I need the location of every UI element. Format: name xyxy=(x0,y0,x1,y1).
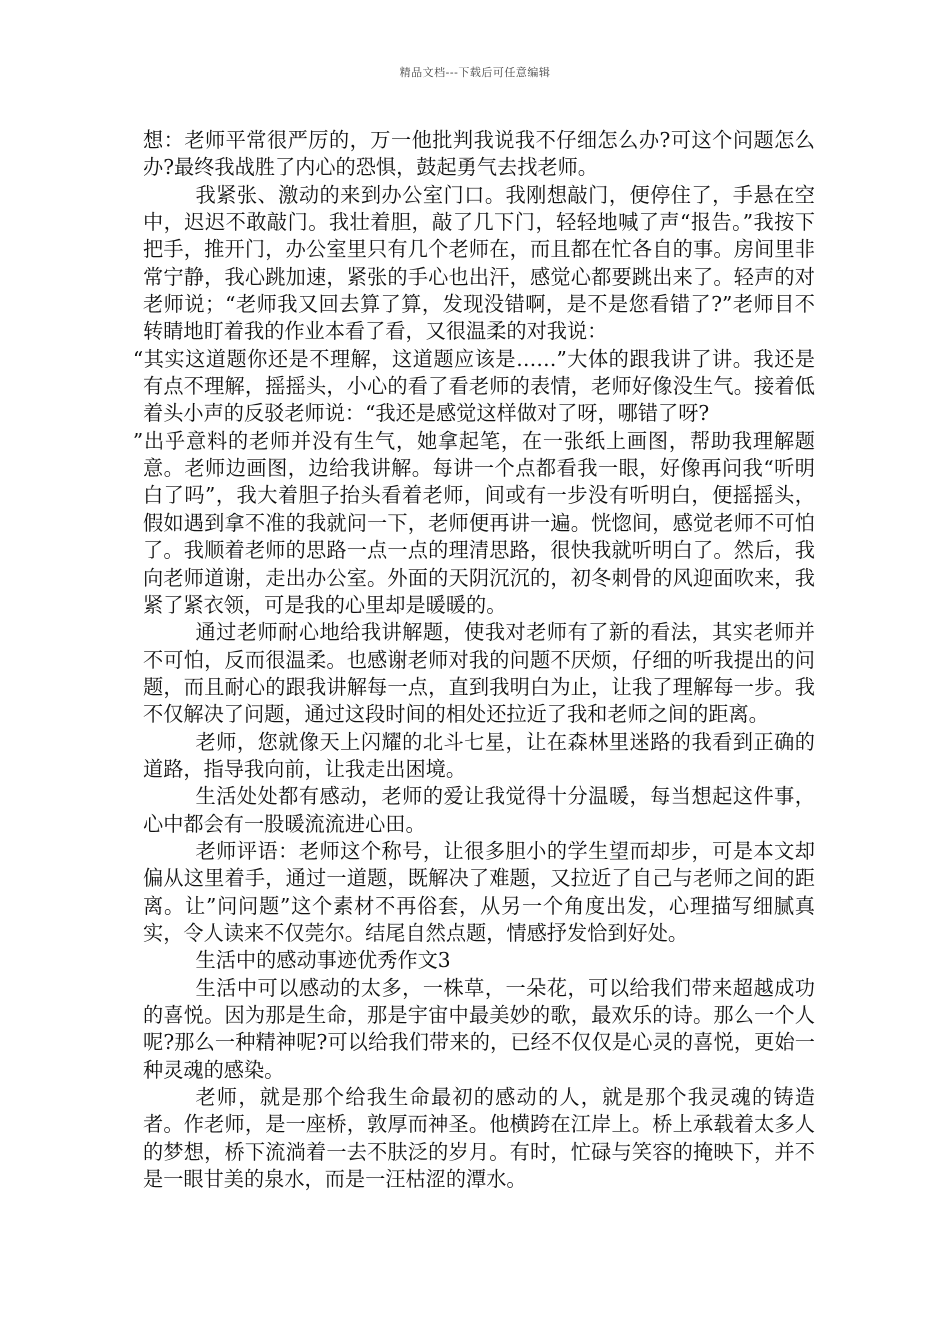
paragraph-6: 老师，您就像天上闪耀的北斗七星，让在森林里迷路的我看到正确的道路，指导我向前，让我走出困境。 xyxy=(143,729,815,781)
paragraph-2: 我紧张、激动的来到办公室门口。我刚想敲门，便停住了，手悬在空中，迟迟不敢敲门。我壮着胆，敲了几下门，轻轻地喊了声“报告。”我按下把手，推开门，办公室里只有几个老师在，而且都在忙各自的事。房间里非常宁静，我心跳加速，紧张的手心也出汗，感觉心都要跳出来了。轻声的对老师说；“老师我又回去算了算，发现没错啊，是不是您看错了?”老师目不转睛地盯着我的作业本看了看，又很温柔的对我说： xyxy=(143,182,815,344)
paragraph-4: ”出乎意料的老师并没有生气，她拿起笔，在一张纸上画图，帮助我理解题意。老师边画图，边给我讲解。每讲一个点都看我一眼，好像再问我“听明白了吗”，我大着胆子抬头看着老师，间或有一步没有听明白，便摇摇头，假如遇到拿不准的我就问一下，老师便再讲一遍。恍惚间，感觉老师不可怕了。我顺着老师的思路一点一点的理清思路，很快我就听明白了。然后，我向老师道谢，走出办公室。外面的天阴沉沉的，初冬刺骨的风迎面吹来，我紧了紧衣领，可是我的心里却是暖暖的。 xyxy=(132,428,815,617)
paragraph-5: 通过老师耐心地给我讲解题，使我对老师有了新的看法，其实老师并不可怕，反而很温柔。也感谢老师对我的问题不厌烦，仔细的听我提出的问题，而且耐心的跟我讲解每一点，直到我明白为止，让我了理解每一步。我不仅解决了问题，通过这段时间的相处还拉近了我和老师之间的距离。 xyxy=(143,620,815,727)
document-body xyxy=(132,127,815,1193)
paragraph-3: “其实这道题你还是不理解，这道题应该是……”大体的跟我讲了讲。我还是有点不理解，摇摇头，小心的看了看老师的表情，老师好像没生气。接着低着头小声的反驳老师说：“我还是感觉这样做对了呀，哪错了呀? xyxy=(132,346,815,426)
paragraph-1: 想：老师平常很严厉的，万一他批判我说我不仔细怎么办?可这个问题怎么办?最终我战胜了内心的恐惧，鼓起勇气去找老师。 xyxy=(143,128,815,180)
page-header: 精品文档---下载后可任意编辑 xyxy=(399,66,551,79)
paragraph-9: 生活中可以感动的太多，一株草，一朵花，可以给我们带来超越成功的喜悦。因为那是生命，那是宇宙中最美妙的歌，最欢乐的诗。那么一个人呢?那么一种精神呢?可以给我们带来的，已经不仅仅是心灵的喜悦，更始一种灵魂的感染。 xyxy=(143,975,815,1082)
section-heading: 生活中的感动事迹优秀作文3 xyxy=(195,948,451,973)
paragraph-7: 生活处处都有感动，老师的爱让我觉得十分温暖，每当想起这件事，心中都会有一股暖流流进心田。 xyxy=(143,784,815,836)
paragraph-10: 老师，就是那个给我生命最初的感动的人，就是那个我灵魂的铸造者。作老师，是一座桥，敦厚而神圣。他横跨在江岸上。桥上承载着太多人的梦想，桥下流淌着一去不肤泛的岁月。有时，忙碌与笑容的掩映下，并不是一眼甘美的泉水，而是一汪枯涩的潭水。 xyxy=(143,1085,815,1192)
paragraph-8: 老师评语：老师这个称号，让很多胆小的学生望而却步，可是本文却偏从这里着手，通过一道题，既解决了难题，又拉近了自己与老师之间的距离。让”问问题”这个素材不再俗套，从另一个角度出发，心理描写细腻真实，令人读来不仅莞尔。结尾自然点题，情感抒发恰到好处。 xyxy=(143,838,815,945)
